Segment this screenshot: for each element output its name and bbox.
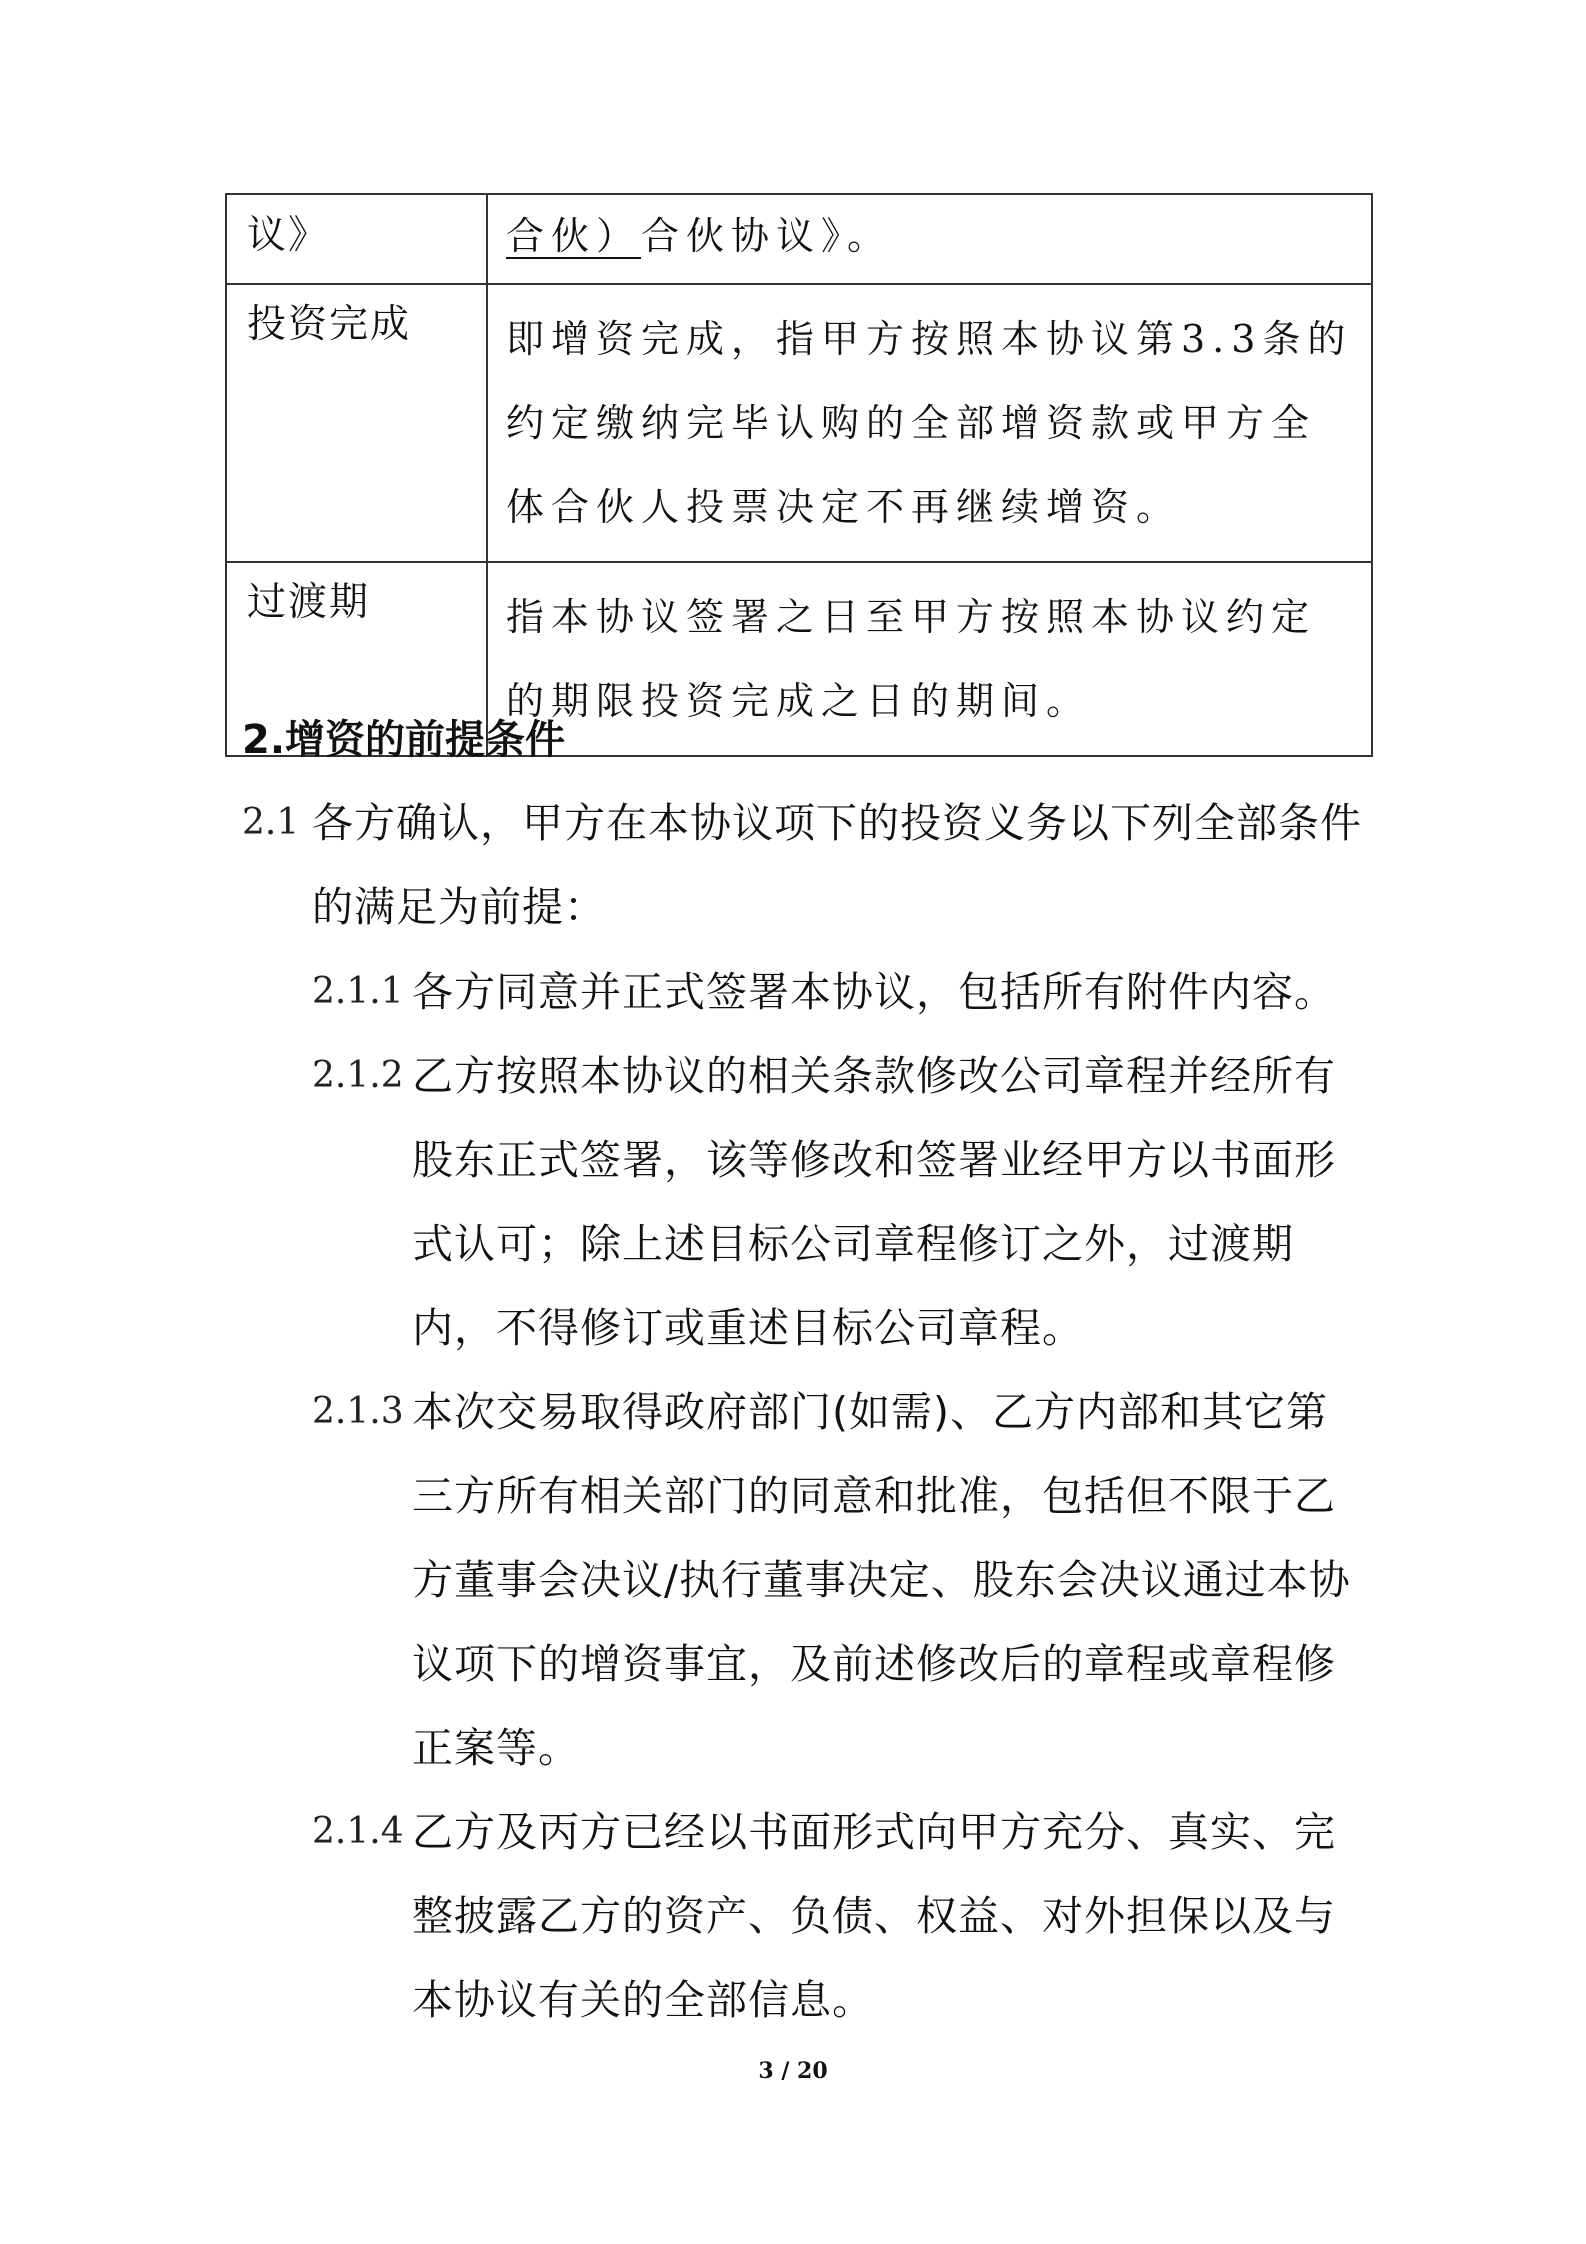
table-row	[226, 194, 1372, 284]
definition-text	[488, 195, 1371, 273]
term-text: 过渡期	[247, 580, 371, 625]
clause-text: 各方确认，甲方在本协议项下的投资义务以下列全部条件的满足为前提：	[312, 799, 1362, 931]
page-number: 3 / 20	[758, 2058, 828, 2084]
table-row	[226, 284, 1372, 562]
subclause-text: 乙方及丙方已经以书面形式向甲方充分、真实、完整披露乙方的资产、负债、权益、对外担保以及与本协议有关的全部信息。	[412, 1808, 1336, 2024]
subclause-text: 本次交易取得政府部门(如需)、乙方内部和其它第三方所有相关部门的同意和批准，包括但不限于乙方董事会决议/执行董事决定、股东会决议通过本协议项下的增资事宜，及前述修改后的章程或章程修正案等。	[412, 1388, 1351, 1772]
term-text: 投资完成	[247, 302, 412, 347]
definition-underlined-text: 合伙）	[506, 214, 642, 258]
definition-cell	[487, 194, 1372, 284]
definitions-table	[225, 193, 1373, 757]
term-cell	[226, 284, 487, 562]
subclause-number: 2.1.1	[312, 971, 404, 1012]
section-heading: 2.增资的前提条件	[242, 717, 566, 763]
definition-rest-text: 合伙协议》。	[641, 214, 893, 258]
definition-text: 即增资完成，指甲方按照本协议第3.3条的约定缴纳完毕认购的全部增资款或甲方全体合伙人投票决定不再继续增资。	[506, 317, 1353, 529]
subclause-text: 各方同意并正式签署本协议，包括所有附件内容。	[412, 968, 1336, 1016]
subclause-text: 乙方按照本协议的相关条款修改公司章程并经所有股东正式签署，该等修改和签署业经甲方以书面形式认可；除上述目标公司章程修订之外，过渡期内，不得修订或重述目标公司章程。	[412, 1052, 1336, 1352]
subclause-number: 2.1.3	[312, 1391, 404, 1432]
term-cell	[226, 194, 487, 284]
term-text: 议》	[247, 213, 330, 258]
definition-cell	[487, 284, 1372, 562]
definition-text: 指本协议签署之日至甲方按照本协议约定的期限投资完成之日的期间。	[506, 595, 1317, 723]
subclause-number: 2.1.2	[312, 1055, 404, 1096]
definition-cell	[487, 562, 1372, 756]
subclause-number: 2.1.4	[312, 1811, 404, 1852]
clause-number: 2.1	[242, 802, 300, 843]
